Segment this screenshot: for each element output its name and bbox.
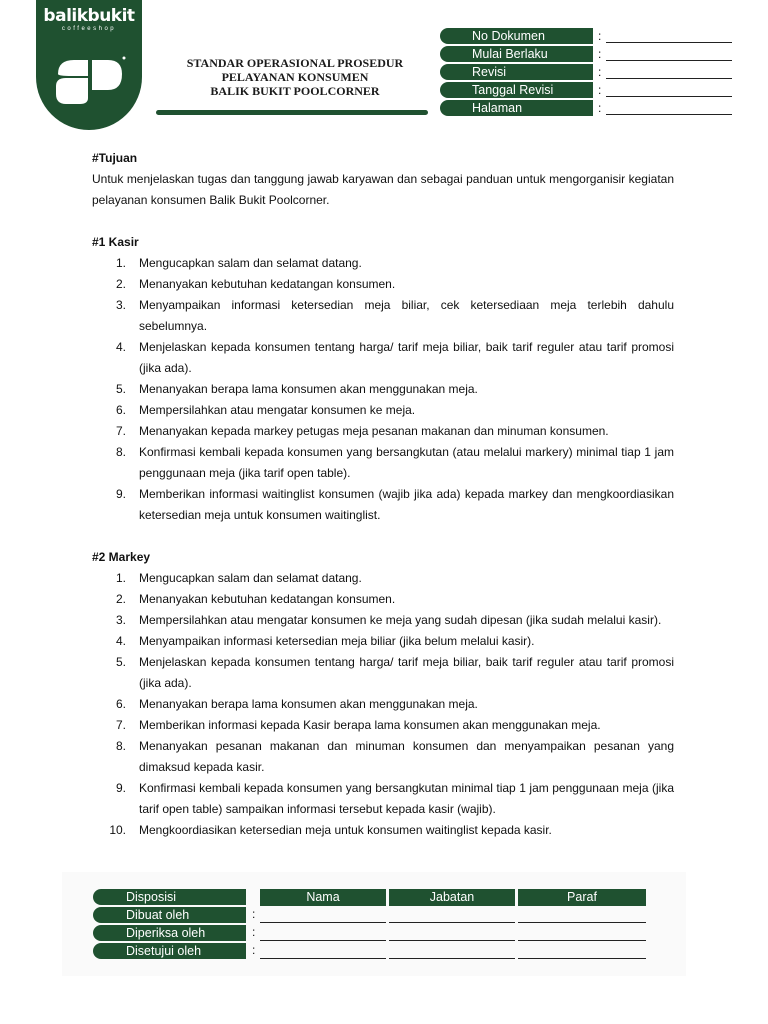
list-item: 7. Memberikan informasi kepada Kasir berapa lama konsumen akan menggunakan meja. xyxy=(115,718,601,732)
logo-tagline: coffeeshop xyxy=(61,26,117,32)
list-item: 9. Memberikan informasi waitinglist konsumen (wajib jika ada) kepada markey dan mengkoordiasikan ketersedian meja untuk konsumen waitinglist. xyxy=(115,487,674,522)
meta-value-line[interactable] xyxy=(606,96,732,97)
paraf-line-diperiksa[interactable] xyxy=(518,940,646,941)
list-item: 4. Menjelaskan kepada konsumen tentang harga/ tarif meja biliar, baik tarif reguler atau tarif promosi (jika ada). xyxy=(115,340,674,375)
meta-row-no-dokumen xyxy=(440,28,740,44)
title-line-2: PELAYANAN KONSUMEN xyxy=(221,70,369,84)
paraf-line-dibuat[interactable] xyxy=(518,922,646,923)
kasir-list xyxy=(92,253,674,526)
meta-value-line[interactable] xyxy=(606,78,732,79)
column-header-nama: Nama xyxy=(260,889,386,906)
row-label-diperiksa-oleh: Diperiksa oleh xyxy=(93,925,246,941)
title-underline xyxy=(156,110,428,115)
row-colon: : xyxy=(252,907,256,921)
document-title xyxy=(160,56,430,98)
list-item: 9. Konfirmasi kembali kepada konsumen yang bersangkutan minimal tiap 1 jam penggunaan meja (jika tarif open table) sampaikan informasi tersebut kepada kasir (wajib). xyxy=(115,781,674,816)
list-item: 8. Menanyakan pesanan makanan dan minuman konsumen dan menyampaikan pesanan yang dimaksud kepada kasir. xyxy=(115,739,674,774)
tujuan-text: Untuk menjelaskan tugas dan tanggung jawab karyawan dan sebagai panduan untuk mengorganisir kegiatan pelayanan konsumen Balik Bukit Poolcorner. xyxy=(92,172,674,207)
list-item: 3. Menyampaikan informasi ketersedian meja biliar, cek ketersediaan meja terlebih dahulu sebelumnya. xyxy=(115,298,674,333)
row-colon: : xyxy=(252,925,256,939)
document-body xyxy=(92,148,674,841)
column-header-jabatan: Jabatan xyxy=(389,889,515,906)
section-heading-kasir: #1 Kasir xyxy=(92,235,139,249)
meta-colon: : xyxy=(598,83,602,97)
meta-colon: : xyxy=(598,65,602,79)
list-item: 2. Menanyakan kebutuhan kedatangan konsumen. xyxy=(115,592,396,606)
list-item: 2. Menanyakan kebutuhan kedatangan konsumen. xyxy=(115,277,396,291)
column-header-paraf: Paraf xyxy=(518,889,646,906)
meta-label: Tanggal Revisi xyxy=(440,82,593,98)
meta-colon: : xyxy=(598,47,602,61)
title-line-3: BALIK BUKIT POOLCORNER xyxy=(210,84,380,98)
list-item: 1. Mengucapkan salam dan selamat datang. xyxy=(115,256,362,270)
section-heading-tujuan: #Tujuan xyxy=(92,151,138,165)
nama-line-disetujui[interactable] xyxy=(260,958,386,959)
meta-value-line[interactable] xyxy=(606,42,732,43)
section-heading-markey: #2 Markey xyxy=(92,550,151,564)
paraf-line-disetujui[interactable] xyxy=(518,958,646,959)
row-label-dibuat-oleh: Dibuat oleh xyxy=(93,907,246,923)
meta-label: Halaman xyxy=(440,100,593,116)
meta-value-line[interactable] xyxy=(606,60,732,61)
row-label-disetujui-oleh: Disetujui oleh xyxy=(93,943,246,959)
jabatan-line-dibuat[interactable] xyxy=(389,922,515,923)
list-item: 5. Menjelaskan kepada konsumen tentang harga/ tarif meja biliar, baik tarif reguler atau tarif promosi (jika ada). xyxy=(115,655,674,690)
meta-row-halaman xyxy=(440,100,740,116)
meta-label: Mulai Berlaku xyxy=(440,46,593,62)
approval-table xyxy=(62,872,686,976)
markey-list xyxy=(92,568,674,841)
company-logo xyxy=(36,0,142,130)
meta-colon: : xyxy=(598,29,602,43)
list-item: 3. Mempersilahkan atau mengatar konsumen ke meja yang sudah dipesan (jika sudah melalui kasir). xyxy=(115,613,662,627)
list-item: 5. Menanyakan berapa lama konsumen akan menggunakan meja. xyxy=(115,382,478,396)
list-item: 6. Mempersilahkan atau mengatar konsumen ke meja. xyxy=(115,403,416,417)
meta-row-mulai-berlaku xyxy=(440,46,740,62)
meta-value-line[interactable] xyxy=(606,114,732,115)
list-item: 6. Menanyakan berapa lama konsumen akan menggunakan meja. xyxy=(115,697,478,711)
meta-label: No Dokumen xyxy=(440,28,593,44)
list-item: 4. Menyampaikan informasi ketersedian meja biliar (jika belum melalui kasir). xyxy=(115,634,535,648)
meta-row-revisi xyxy=(440,64,740,80)
jabatan-line-disetujui[interactable] xyxy=(389,958,515,959)
jabatan-line-diperiksa[interactable] xyxy=(389,940,515,941)
nama-line-diperiksa[interactable] xyxy=(260,940,386,941)
logo-mark-icon xyxy=(52,54,126,108)
logo-brand-text: balikbukit xyxy=(43,6,135,26)
list-item: 10. Mengkoordiasikan ketersedian meja untuk konsumen waitinglist kepada kasir. xyxy=(109,823,552,837)
nama-line-dibuat[interactable] xyxy=(260,922,386,923)
row-label-disposisi: Disposisi xyxy=(93,889,246,905)
list-item: 8. Konfirmasi kembali kepada konsumen yang bersangkutan (atau melalui markery) minimal tiap 1 jam penggunaan meja (jika tarif open table). xyxy=(115,445,674,480)
meta-label: Revisi xyxy=(440,64,593,80)
list-item: 7. Menanyakan kepada markey petugas meja pesanan makanan dan minuman konsumen. xyxy=(115,424,609,438)
list-item: 1. Mengucapkan salam dan selamat datang. xyxy=(115,571,362,585)
title-line-1: STANDAR OPERASIONAL PROSEDUR xyxy=(186,56,404,70)
row-colon: : xyxy=(252,943,256,957)
meta-row-tanggal-revisi xyxy=(440,82,740,98)
meta-colon: : xyxy=(598,101,602,115)
